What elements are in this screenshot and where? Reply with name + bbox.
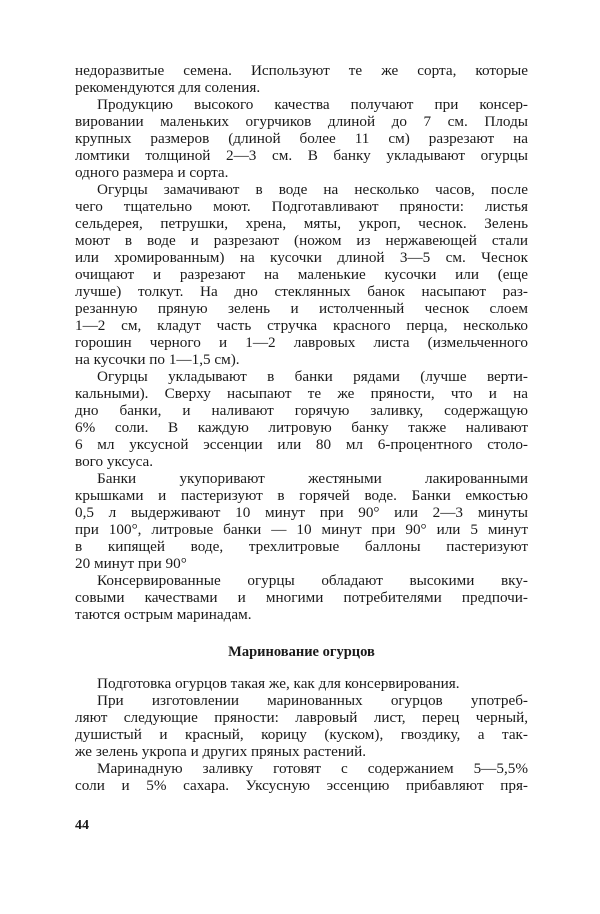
section-heading: Маринование огурцов xyxy=(228,644,375,660)
text-line: ляют следующие пряности: лавровый лист, перец черный, xyxy=(75,709,528,726)
paragraph xyxy=(75,181,528,368)
text-line: или хромированным) на кусочки длиной 3—5 см. Чеснок xyxy=(75,249,528,266)
text-line: крупных размеров (длиной более 11 см) разрезают на xyxy=(75,130,528,147)
text-line: Огурцы укладывают в банки рядами (лучше верти- xyxy=(97,368,528,385)
text-line: вого уксуса. xyxy=(75,453,154,470)
text-line: совыми качествами и многими потребителями предпочи- xyxy=(75,589,528,606)
text-line: горошин черного и 1—2 лавровых листа (измельченного xyxy=(75,334,528,351)
text-line: крышками и пастеризуют в горячей воде. Банки емкостью xyxy=(75,487,528,504)
section-pickling xyxy=(75,675,528,794)
text-line: очищают и разрезают на маленькие кусочки или (еще xyxy=(75,266,528,283)
paragraph xyxy=(75,692,528,760)
text-line: 6 мл уксусной эссенции или 80 мл 6-процентного столо- xyxy=(75,436,528,453)
paragraph xyxy=(75,470,528,572)
text-line: Маринадную заливку готовят с содержанием 5—5,5% xyxy=(97,760,528,777)
text-line: лучше) толкут. На дно стеклянных банок насыпают раз- xyxy=(75,283,528,300)
book-page xyxy=(75,62,528,834)
text-line: 20 минут при 90° xyxy=(75,555,187,572)
text-line: 1—2 см, кладут часть стручка красного перца, несколько xyxy=(75,317,528,334)
section-canning xyxy=(75,62,528,623)
text-line: сельдерея, петрушки, хрена, мяты, укроп, чеснок. Зелень xyxy=(75,215,528,232)
text-line: дно банки, и наливают горячую заливку, содержащую xyxy=(75,402,528,419)
text-line: соли и 5% сахара. Уксусную эссенцию прибавляют пря- xyxy=(75,777,528,794)
text-line: ломтики толщиной 2—3 см. В банку укладывают огурцы xyxy=(75,147,528,164)
text-line: таются острым маринадам. xyxy=(75,606,252,623)
text-line: чего тщательно моют. Подготавливают пряности: листья xyxy=(75,198,528,215)
text-line: Консервированные огурцы обладают высокими вку- xyxy=(97,572,528,589)
text-line: в кипящей воде, трехлитровые баллоны пастеризуют xyxy=(75,538,528,555)
text-line: на кусочки по 1—1,5 см). xyxy=(75,351,240,368)
paragraph xyxy=(75,760,528,794)
text-line: душистый и красный, корицу (куском), гвоздику, а так- xyxy=(75,726,528,743)
paragraph xyxy=(75,572,528,623)
text-line: недоразвитые семена. Используют те же сорта, которые xyxy=(75,62,528,79)
text-line: Огурцы замачивают в воде на несколько часов, после xyxy=(97,181,528,198)
text-line: При изготовлении маринованных огурцов употреб- xyxy=(97,692,528,709)
paragraph xyxy=(75,368,528,470)
text-line: Продукцию высокого качества получают при консер- xyxy=(97,96,528,113)
text-line: моют в воде и разрезают (ножом из нержавеющей стали xyxy=(75,232,528,249)
text-line: рекомендуются для соления. xyxy=(75,79,261,96)
text-line: Подготовка огурцов такая же, как для консервирования. xyxy=(97,675,460,692)
text-line: кальными). Сверху насыпают те же пряности, что и на xyxy=(75,385,528,402)
text-line: 0,5 л выдерживают 10 минут при 90° или 2—3 минуты xyxy=(75,504,528,521)
page-number: 44 xyxy=(75,818,89,833)
text-line: 6% соли. В каждую литровую банку также наливают xyxy=(75,419,528,436)
paragraph xyxy=(75,96,528,181)
text-line: резанную пряную зелень и истолченный чеснок слоем xyxy=(75,300,528,317)
text-line: вировании маленьких огурчиков длиной до 7 см. Плоды xyxy=(75,113,528,130)
text-line: Банки укупоривают жестяными лакированными xyxy=(97,470,528,487)
paragraph xyxy=(75,675,528,692)
text-line: же зелень укропа и других пряных растений. xyxy=(75,743,367,760)
text-line: одного размера и сорта. xyxy=(75,164,229,181)
text-line: при 100°, литровые банки — 10 минут при 90° или 5 минут xyxy=(75,521,528,538)
paragraph xyxy=(75,62,528,96)
